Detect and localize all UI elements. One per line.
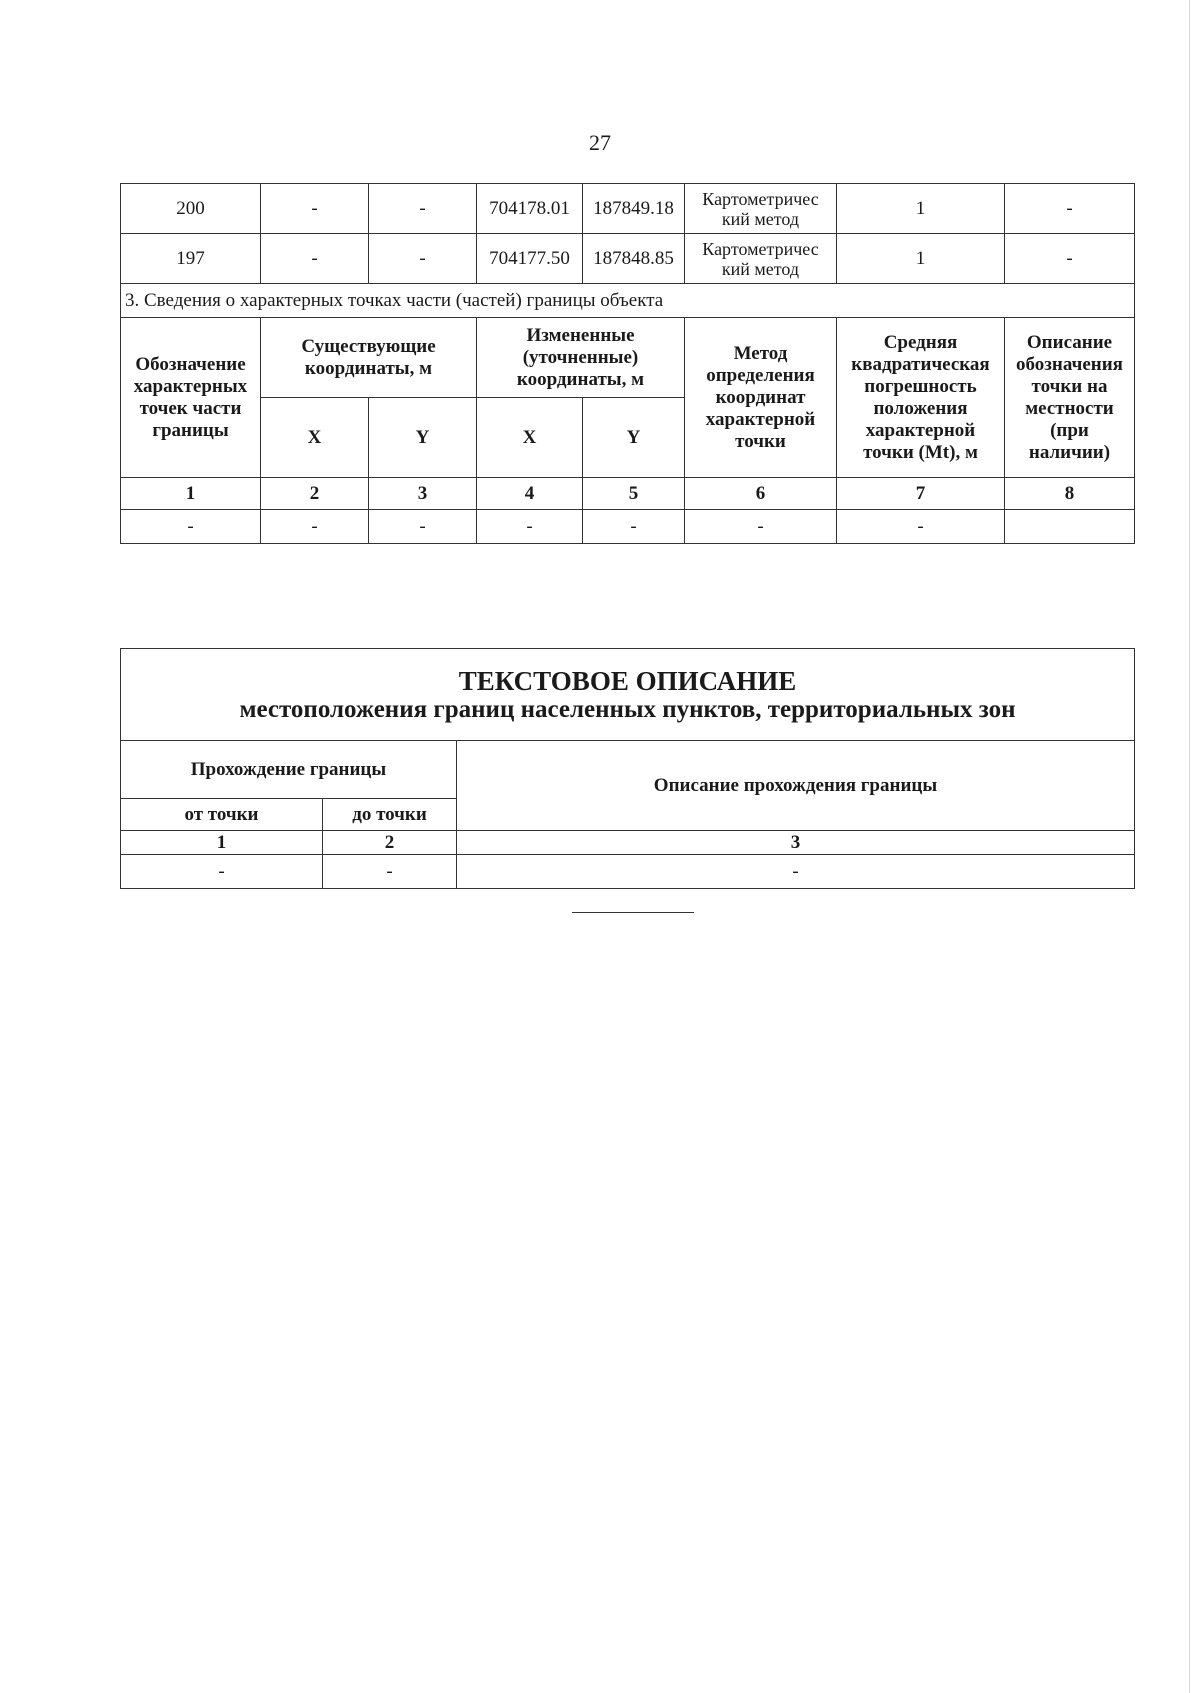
header-line: характерной	[705, 408, 816, 430]
header-description	[1005, 318, 1135, 478]
table-row	[121, 234, 1135, 284]
method-line: Картометричес	[702, 238, 819, 259]
header-line: точки	[735, 430, 786, 452]
header-passage-description: Описание прохождения границы	[457, 741, 1135, 831]
new-x-cell: 704177.50	[477, 234, 583, 284]
point-number-cell: 200	[121, 184, 261, 234]
header-line: точки (Mt), м	[863, 441, 978, 463]
column-number: 3	[457, 831, 1135, 855]
header-line: границы	[152, 419, 229, 441]
table-row	[121, 184, 1135, 234]
header-line: (уточненные)	[522, 346, 639, 368]
header-from-point: от точки	[121, 799, 323, 831]
description-cell: -	[1005, 184, 1135, 234]
column-number: 1	[121, 478, 261, 510]
section-title: 3. Сведения о характерных точках части (частей) границы объекта	[121, 284, 1135, 318]
empty-cell: -	[837, 510, 1005, 544]
header-y: Y	[369, 398, 477, 478]
column-number: 3	[369, 478, 477, 510]
existing-y-cell: -	[369, 234, 477, 284]
method-line: кий метод	[721, 258, 800, 279]
column-number-row	[121, 478, 1135, 510]
end-divider-line	[572, 912, 694, 913]
empty-cell: -	[685, 510, 837, 544]
new-y-cell: 187849.18	[583, 184, 685, 234]
header-row	[121, 318, 1135, 398]
empty-cell: -	[369, 510, 477, 544]
header-line: определения	[706, 364, 815, 386]
new-x-cell: 704178.01	[477, 184, 583, 234]
header-line: координаты, м	[304, 357, 433, 379]
header-to-point: до точки	[323, 799, 457, 831]
header-line: координаты, м	[516, 368, 645, 390]
text-description-table	[120, 648, 1135, 889]
empty-cell: -	[261, 510, 369, 544]
column-number: 4	[477, 478, 583, 510]
header-line: характерных	[133, 375, 248, 397]
mt-cell: 1	[837, 234, 1005, 284]
header-row	[121, 741, 1135, 799]
header-method	[685, 318, 837, 478]
document-subtitle: местоположения границ населенных пунктов, территориальных зон	[239, 695, 1016, 723]
page-number: 27	[589, 130, 611, 155]
empty-cell: -	[121, 855, 323, 889]
header-x: X	[477, 398, 583, 478]
header-line: квадратическая	[851, 353, 990, 375]
column-number: 7	[837, 478, 1005, 510]
header-line: Обозначение	[135, 353, 246, 375]
header-y: Y	[583, 398, 685, 478]
empty-cell	[1005, 510, 1135, 544]
column-number-row	[121, 831, 1135, 855]
header-designation	[121, 318, 261, 478]
mt-cell: 1	[837, 184, 1005, 234]
header-line: (при	[1050, 419, 1089, 441]
header-line: Средняя	[883, 331, 958, 353]
header-accuracy	[837, 318, 1005, 478]
header-existing-coordinates	[261, 318, 477, 398]
new-y-cell: 187848.85	[583, 234, 685, 284]
column-number: 1	[121, 831, 323, 855]
header-line: наличии)	[1028, 441, 1111, 463]
header-line: Описание	[1026, 331, 1113, 353]
header-line: Существующие	[301, 335, 436, 357]
column-number: 8	[1005, 478, 1135, 510]
header-boundary-passage: Прохождение границы	[121, 741, 457, 799]
title-row	[121, 649, 1135, 741]
header-line: Метод	[733, 342, 788, 364]
empty-cell: -	[323, 855, 457, 889]
method-cell	[685, 234, 837, 284]
empty-cell: -	[457, 855, 1135, 889]
method-line: кий метод	[721, 208, 800, 229]
scan-edge-line	[1189, 0, 1190, 1693]
empty-cell: -	[477, 510, 583, 544]
column-number: 2	[261, 478, 369, 510]
table-row	[121, 510, 1135, 544]
column-number: 5	[583, 478, 685, 510]
coordinates-table	[120, 183, 1135, 544]
header-line: положения	[873, 397, 968, 419]
method-cell	[685, 184, 837, 234]
header-line: точки на	[1031, 375, 1108, 397]
description-cell: -	[1005, 234, 1135, 284]
section-row	[121, 284, 1135, 318]
header-line: Измененные	[526, 324, 635, 346]
existing-x-cell: -	[261, 184, 369, 234]
column-number: 6	[685, 478, 837, 510]
point-number-cell: 197	[121, 234, 261, 284]
empty-cell: -	[583, 510, 685, 544]
method-line: Картометричес	[702, 188, 819, 209]
header-line: обозначения	[1016, 353, 1123, 375]
header-line: местности	[1025, 397, 1114, 419]
document-title: ТЕКСТОВОЕ ОПИСАНИЕ	[458, 665, 797, 696]
header-line: координат	[715, 386, 806, 408]
existing-x-cell: -	[261, 234, 369, 284]
title-cell	[121, 649, 1135, 741]
header-line: характерной	[865, 419, 976, 441]
existing-y-cell: -	[369, 184, 477, 234]
header-line: точек части	[139, 397, 242, 419]
header-line: погрешность	[864, 375, 977, 397]
table-row	[121, 855, 1135, 889]
empty-cell: -	[121, 510, 261, 544]
header-x: X	[261, 398, 369, 478]
header-changed-coordinates	[477, 318, 685, 398]
column-number: 2	[323, 831, 457, 855]
